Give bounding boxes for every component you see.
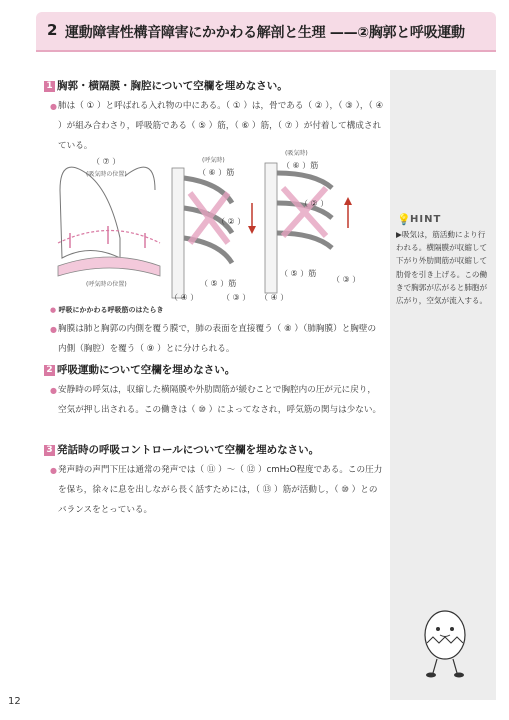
label-5a: （ ⑤ ）筋 bbox=[200, 279, 237, 288]
hint-label: HINT bbox=[410, 214, 442, 225]
paragraph-3: 発声時の声門下圧は通常の発声では（ ⑪ ）〜（ ⑫ ）cmH₂O程度である。この圧力を保ち，徐々に息を出しながら長く話すためには，（ ⑬ ）筋が活動し，（ ⑩ ）とのバランスをとっている。 bbox=[58, 465, 383, 515]
diaphragm-figure bbox=[58, 167, 160, 276]
label-2a: （ ② ） bbox=[217, 217, 246, 226]
subheading bbox=[50, 305, 164, 315]
label-5b: （ ⑤ ）筋 bbox=[280, 269, 317, 278]
label-7: （ ⑦ ） bbox=[92, 157, 121, 166]
section-number-badge: 1 bbox=[44, 81, 55, 92]
egg-mascot-icon bbox=[415, 605, 475, 680]
header-rule bbox=[36, 50, 496, 52]
section-heading-text: 呼吸運動について空欄を埋めなさい。 bbox=[57, 364, 236, 376]
page-title: 運動障害性構音障害にかかわる解剖と生理 ——②胸郭と呼吸運動 bbox=[65, 25, 465, 41]
hint-text: ▶吸気は，筋活動により行われる。横隔膜が収縮して下がり外肋間筋が収縮して肋骨を引き上げる。この働きで胸郭が広がると肺胞が広がり，空気が流入する。 bbox=[396, 230, 488, 306]
bullet-icon: ● bbox=[50, 466, 57, 475]
paragraph-pleura: 胸膜は肺と胸郭の内側を覆う膜で，肺の表面を直接覆う（ ⑧ ）（肺胸膜）と胸壁の内側（胸腔）を覆う（ ⑨ ）とに分けられる。 bbox=[58, 324, 377, 354]
section-number-badge: 2 bbox=[44, 365, 55, 376]
inhale-label: (吸気時) bbox=[285, 150, 308, 157]
inhale-position-label: (吸気時の位置) bbox=[86, 171, 127, 178]
section-heading-3 bbox=[44, 442, 319, 457]
bullet-icon: ● bbox=[50, 306, 57, 314]
label-6a: （ ⑥ ）筋 bbox=[198, 168, 235, 177]
exhale-position-label: (呼気時の位置) bbox=[86, 281, 127, 288]
label-4b: （ ④ ） bbox=[260, 293, 289, 302]
section-heading-1 bbox=[44, 78, 288, 93]
paragraph-1: 肺は（ ① ）と呼ばれる入れ物の中にある。（ ① ）は，骨である（ ② ），（ ③ ），（ ④ ）が組み合わさり，呼吸筋である（ ⑤ ）筋，（ ⑥ ）筋，（ ⑦ ）が付着して構成されている。 bbox=[58, 101, 384, 151]
section-number-badge: 3 bbox=[44, 445, 55, 456]
section-heading-text: 発話時の呼吸コントロールについて空欄を埋めなさい。 bbox=[57, 444, 320, 456]
label-6b: （ ⑥ ）筋 bbox=[282, 161, 319, 170]
label-3a: （ ③ ） bbox=[332, 275, 361, 284]
bullet-icon: ● bbox=[50, 386, 57, 395]
label-3b: （ ③ ） bbox=[222, 293, 251, 302]
label-4a: （ ④ ） bbox=[170, 293, 199, 302]
section-heading-2 bbox=[44, 362, 235, 377]
thorax-diagram bbox=[50, 148, 385, 302]
exhale-label: (呼気時) bbox=[202, 157, 225, 164]
lightbulb-icon: 💡 bbox=[397, 213, 411, 226]
bullet-icon: ● bbox=[50, 325, 57, 334]
page-number: 12 bbox=[8, 696, 21, 707]
paragraph-2: 安静時の呼気は，収縮した横隔膜や外肋間筋が緩むことで胸腔内の圧が元に戻り，空気が押し出される。この働きは（ ⑩ ）によってなされ，呼気筋の関与は少ない。 bbox=[58, 385, 382, 415]
section-number: 2 bbox=[47, 21, 58, 39]
section-heading-text: 胸郭・横隔膜・胸腔について空欄を埋めなさい。 bbox=[57, 80, 288, 92]
bullet-icon: ● bbox=[50, 102, 57, 111]
label-2b: （ ② ） bbox=[300, 199, 329, 208]
subheading-text: 呼吸にかかわる呼吸筋のはたらき bbox=[58, 306, 164, 314]
